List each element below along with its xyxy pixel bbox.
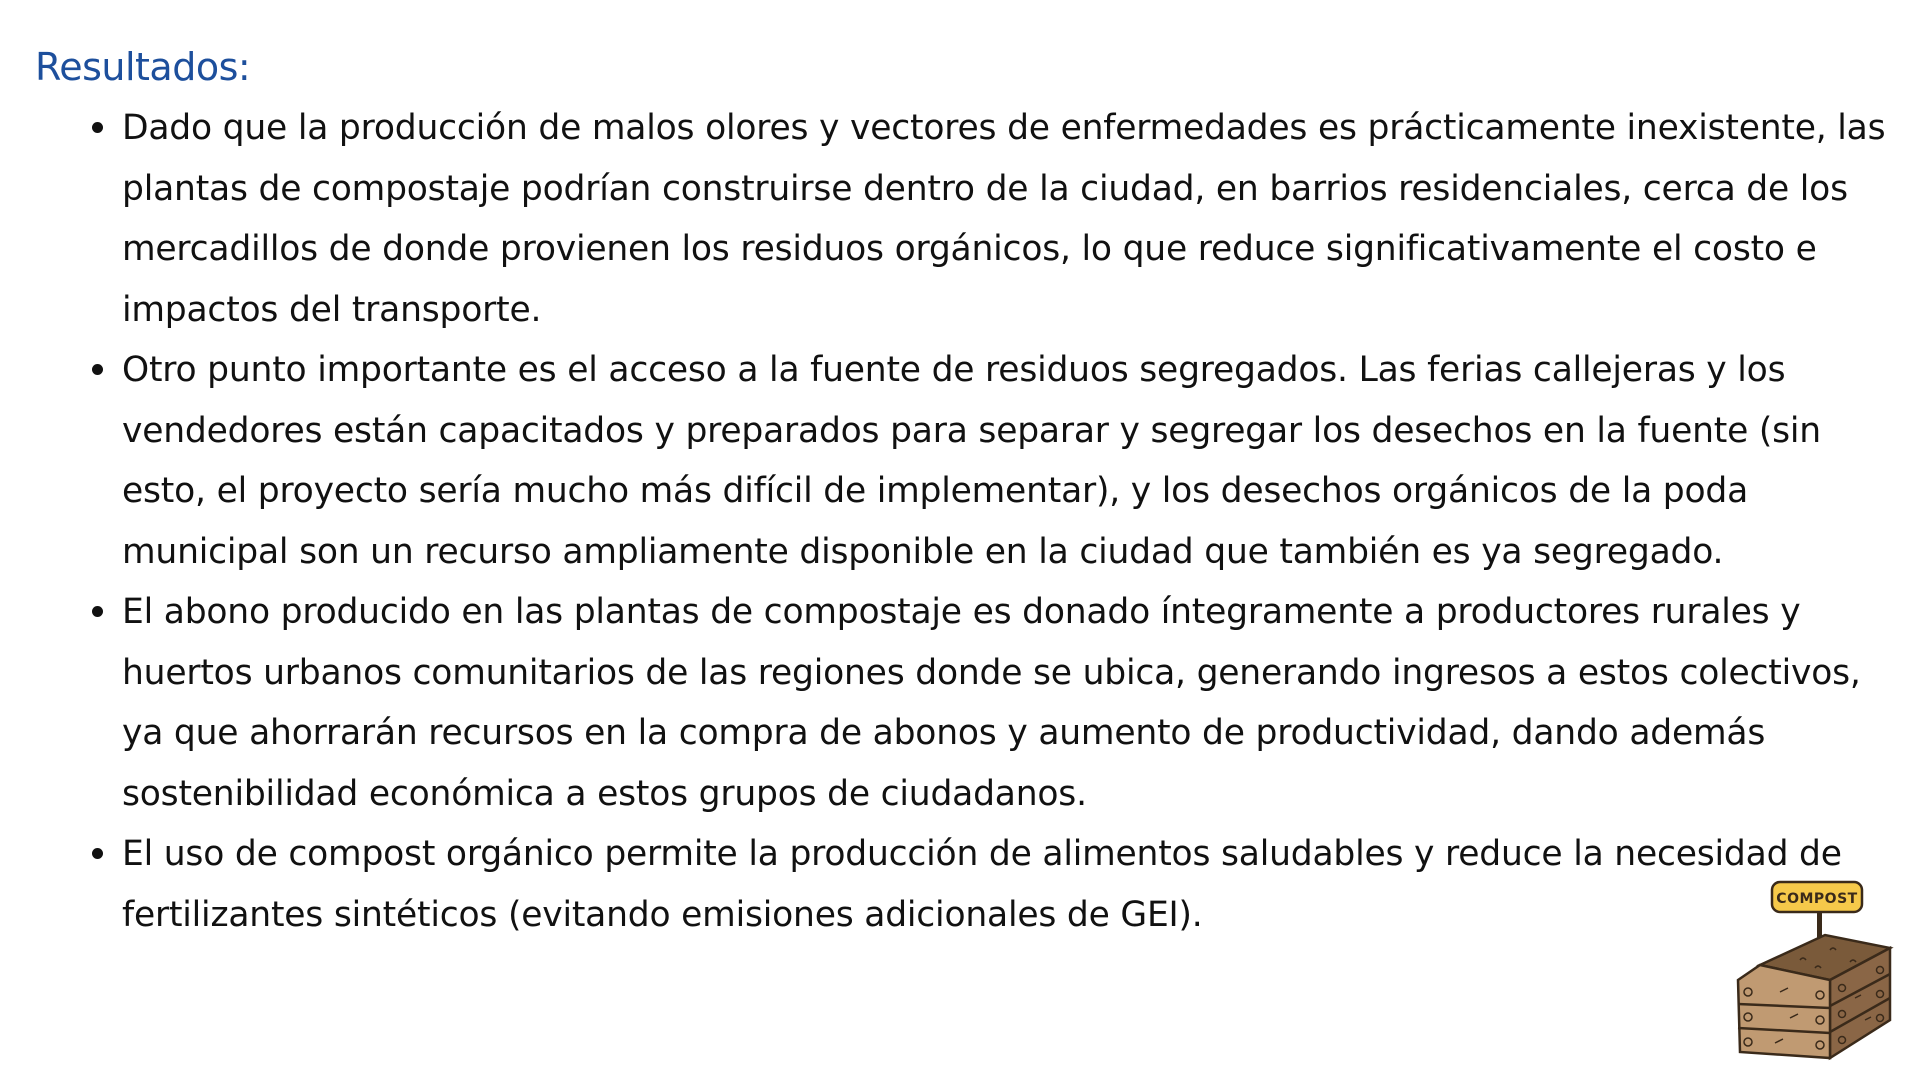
bullet-dot-icon: [92, 122, 103, 133]
list-item-text: Otro punto importante es el acceso a la fuente de residuos segregados. Las ferias callejeras y los vendedores están capacitados y preparados para separar y segregar los desechos en la fuente (sin esto, el proyecto sería mucho más difícil de implementar), y los desechos orgánicos de la poda municipal son un recurso ampliamente disponible en la ciudad que también es ya segregado.: [122, 350, 1821, 572]
results-list: [92, 98, 1892, 945]
list-item-text: Dado que la producción de malos olores y vectores de enfermedades es prácticamente inexistente, las plantas de compostaje podrían construirse dentro de la ciudad, en barrios residenciales, cerca de los mercadillos de donde provienen los residuos orgánicos, lo que reduce significativamente el costo e impactos del transporte.: [122, 108, 1886, 330]
list-item-text: El uso de compost orgánico permite la producción de alimentos saludables y reduce la necesidad de fertilizantes sintéticos (evitando emisiones adicionales de GEI).: [122, 834, 1842, 935]
list-item: [92, 340, 1892, 582]
list-item: [92, 582, 1892, 824]
list-item: [92, 824, 1892, 945]
bullet-dot-icon: [92, 606, 103, 617]
compost-bin-icon: [1730, 880, 1910, 1070]
list-item: [92, 98, 1892, 340]
list-item-text: El abono producido en las plantas de compostaje es donado íntegramente a productores rurales y huertos urbanos comunitarios de las regiones donde se ubica, generando ingresos a estos colectivos, ya que ahorrarán recursos en la compra de abonos y aumento de productividad, dando además sostenibilidad económica a estos grupos de ciudadanos.: [122, 592, 1861, 814]
sign-text: COMPOST: [1776, 891, 1858, 907]
bullet-dot-icon: [92, 848, 103, 859]
bullet-dot-icon: [92, 364, 103, 375]
page-title: Resultados:: [35, 45, 251, 89]
